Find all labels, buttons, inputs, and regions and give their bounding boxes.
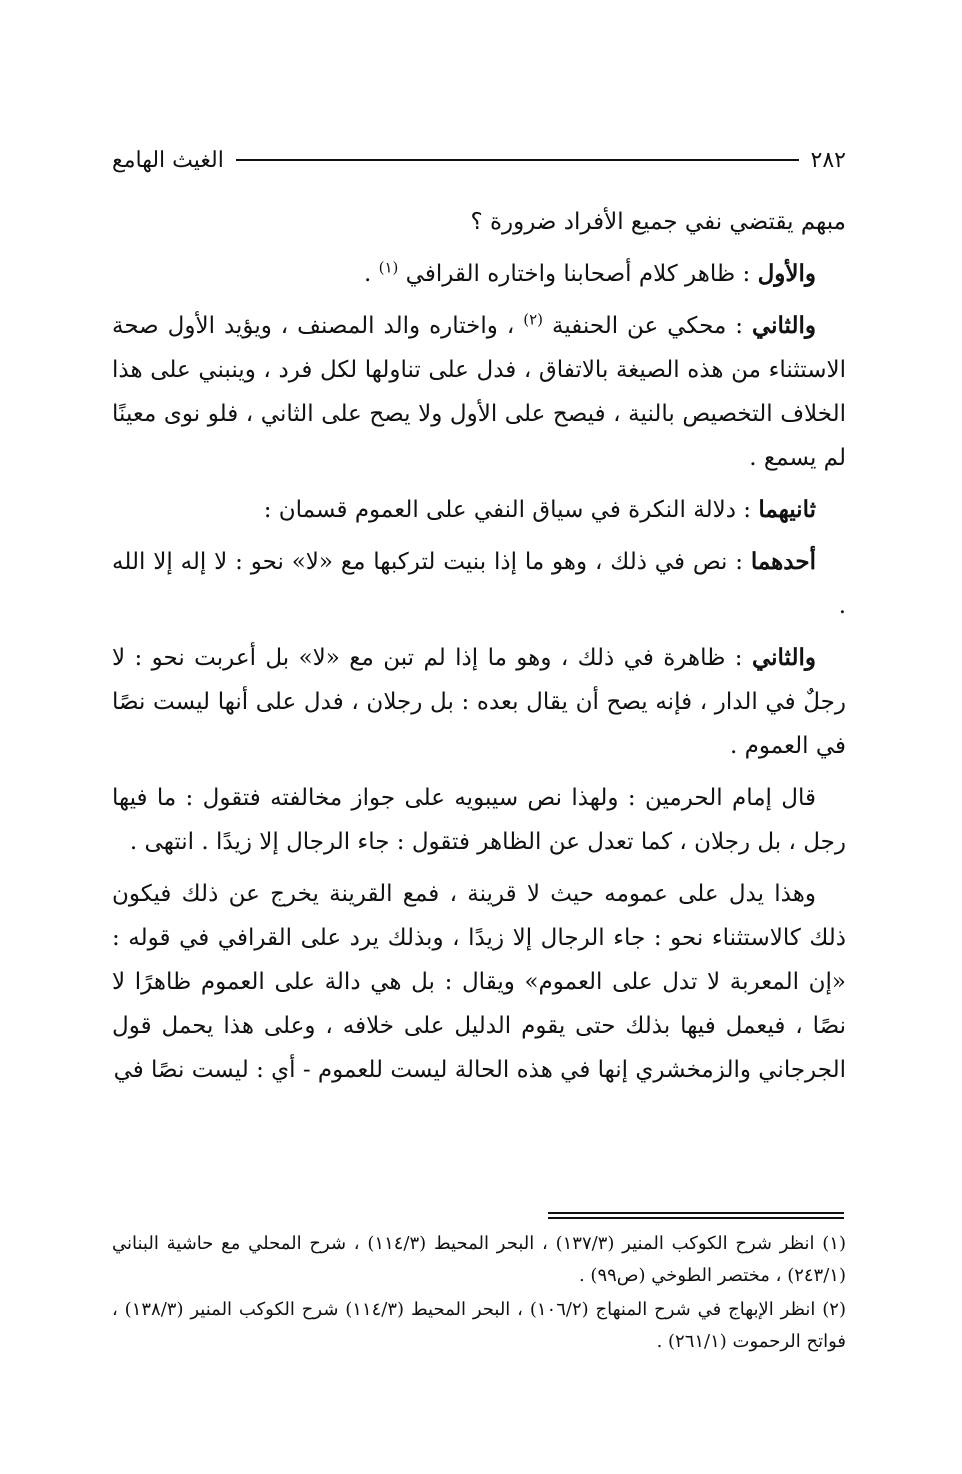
paragraph: والثاني : محكي عن الحنفية $^{(٢)}$ ، واختاره والد المصنف ، ويؤيد الأول صحة الاستثناء من هذه الصيغة بالاتفاق ، فدل على تناولها لكل فرد ، وينبني على هذا الخلاف التخصيص بالنية ، فيصح على الأول ولا يصح على الثاني ، فلو نوى معينًا لم يسمع . bbox=[112, 310, 846, 471]
page-number: ٢٨٢ bbox=[810, 147, 846, 173]
footnote-separator bbox=[548, 1212, 844, 1219]
paragraph-lead: ثانيهما bbox=[758, 496, 816, 523]
paragraph-lead: والثاني bbox=[751, 644, 816, 671]
footnote-marker[interactable]: (١) bbox=[378, 258, 399, 277]
book-title: الغيث الهامع bbox=[112, 147, 224, 173]
header-rule bbox=[236, 159, 799, 161]
paragraph-lead: والأول bbox=[757, 260, 816, 287]
paragraph-lead: والثاني bbox=[751, 312, 816, 339]
paragraph: والأول : ظاهر كلام أصحابنا واختاره القرافي $^{(١)}$ . bbox=[363, 258, 816, 287]
paragraph: أحدهما : نص في ذلك ، وهو ما إذا بنيت لتركبها مع «لا» نحو : لا إله إلا الله . bbox=[112, 548, 846, 619]
paragraph: مبهم يقتضي نفي جميع الأفراد ضرورة ؟ bbox=[470, 209, 846, 235]
paragraph: والثاني : ظاهرة في ذلك ، وهو ما إذا لم تبن مع «لا» بل أعربت نحو : لا رجلٌ في الدار ، فإنه يصح أن يقال بعده : بل رجلان ، فدل على أنها ليست نصًا في العموم . bbox=[112, 644, 846, 759]
paragraph: وهذا يدل على عمومه حيث لا قرينة ، فمع القرينة يخرج عن ذلك فيكون ذلك كالاستثناء نحو : جاء الرجال إلا زيدًا ، وبذلك يرد على القرافي في قوله : «إن المعربة لا تدل على العموم» ويقال : بل هي دالة على العموم ظاهرًا لا نصًا ، فيعمل فيها بذلك حتى يقوم الدليل على خلافه ، وعلى هذا يحمل قول الجرجاني والزمخشري إنها في هذه الحالة ليست للعموم - أي : ليست نصًا في bbox=[112, 881, 846, 1083]
footnote: (٢) انظر الإبهاج في شرح المنهاج (١٠٦/٢) ، البحر المحيط (١١٤/٣) شرح الكوكب المنير (١٣٨/٣) ، فواتح الرحموت (٢٦١/١) . bbox=[112, 1299, 846, 1352]
footnotes bbox=[112, 1228, 846, 1360]
footnote-marker[interactable]: (٢) bbox=[523, 310, 544, 329]
main-text bbox=[112, 200, 846, 1100]
paragraph: ثانيهما : دلالة النكرة في سياق النفي على العموم قسمان : bbox=[263, 496, 816, 523]
running-header bbox=[112, 140, 846, 180]
paragraph: قال إمام الحرمين : ولهذا نص سيبويه على جواز مخالفته فتقول : ما فيها رجل ، بل رجلان ، كما تعدل عن الظاهر فتقول : جاء الرجال إلا زيدًا . انتهى . bbox=[112, 785, 846, 855]
paragraph-lead: أحدهما bbox=[750, 548, 816, 575]
footnote: (١) انظر شرح الكوكب المنير (١٣٧/٣) ، البحر المحيط (١١٤/٣) ، شرح المحلي مع حاشية البناني (٢٤٣/١) ، مختصر الطوخي (ص٩٩) . bbox=[112, 1233, 846, 1286]
